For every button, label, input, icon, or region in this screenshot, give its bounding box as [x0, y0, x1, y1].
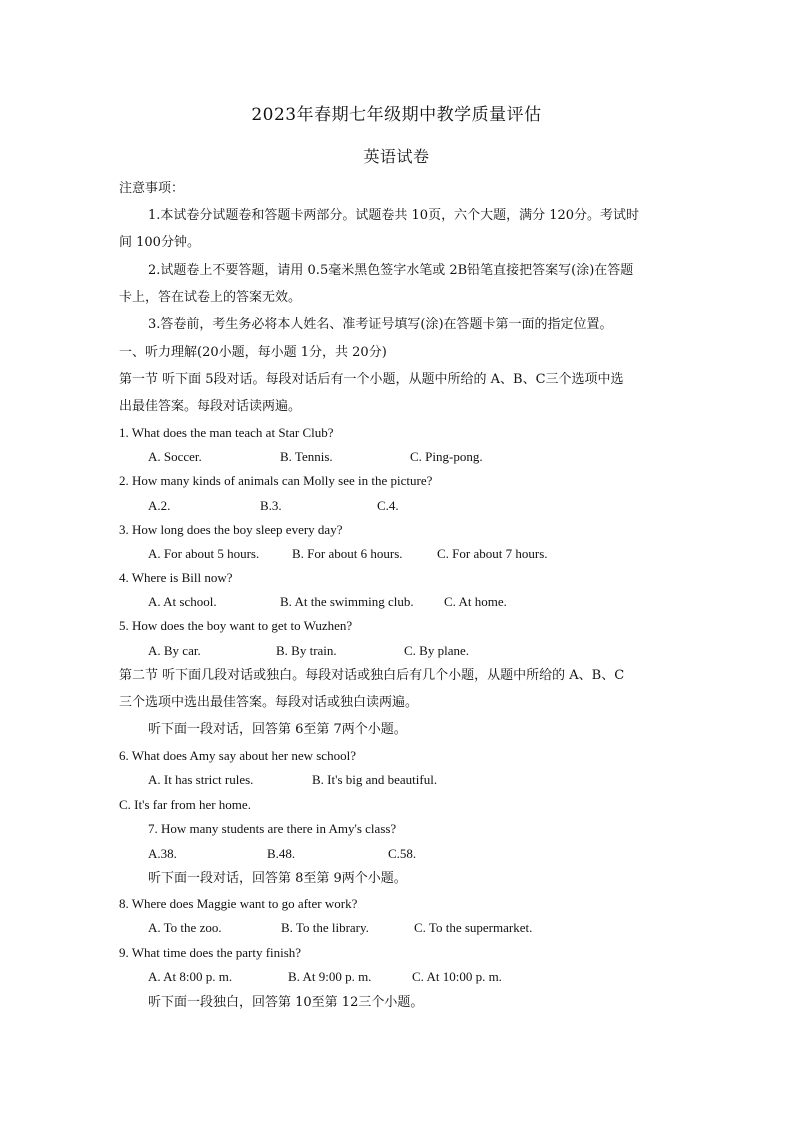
question-4-option-c: C. At home. — [444, 594, 507, 609]
question-3: 3. How long does the boy sleep every day? — [119, 522, 343, 537]
question-7-option-c: C.58. — [388, 846, 417, 861]
instruction-q10-q12: 听下面一段独白，回答第 10至第 12三个小题。 — [148, 995, 424, 1010]
question-2-option-a: A.2. — [148, 498, 171, 513]
question-8-option-c: C. To the supermarket. — [414, 920, 533, 935]
question-5-option-c: C. By plane. — [404, 643, 469, 658]
question-9-option-b: B. At 9:00 p. m. — [288, 969, 372, 984]
part1-heading: 一、听力理解(20小题，每小题 1分，共 20分) — [119, 345, 387, 360]
question-7: 7. How many students are there in Amy's class? — [148, 821, 397, 836]
question-6-option-b: B. It's big and beautiful. — [312, 772, 438, 787]
question-6-option-c: C. It's far from her home. — [119, 797, 251, 812]
question-5-option-b: B. By train. — [276, 643, 337, 658]
question-8-option-a: A. To the zoo. — [148, 920, 222, 935]
question-7-option-a: A.38. — [148, 846, 177, 861]
instruction-q6-q7: 听下面一段对话，回答第 6至第 7两个小题。 — [148, 722, 407, 737]
question-1-option-a: A. Soccer. — [148, 449, 202, 464]
question-4-option-a: A. At school. — [148, 594, 217, 609]
question-5-option-a: A. By car. — [148, 643, 201, 658]
question-8: 8. Where does Maggie want to go after work? — [119, 896, 358, 911]
section2-line-1: 第二节 听下面几段对话或独白。每段对话或独白后有几个小题，从题中所给的 A、B、C — [119, 668, 625, 683]
question-9: 9. What time does the party finish? — [119, 945, 302, 960]
notice-label: 注意事项： — [119, 181, 185, 196]
exam-subtitle: 英语试卷 — [363, 147, 430, 166]
notice-item-2-line-2: 卡上，答在试卷上的答案无效。 — [119, 290, 302, 305]
question-5: 5. How does the boy want to get to Wuzhen? — [119, 618, 353, 633]
exam-title: 2023年春期七年级期中教学质量评估 — [251, 105, 542, 125]
question-1: 1. What does the man teach at Star Club? — [119, 425, 334, 440]
notice-item-2-line-1: 2.试题卷上不要答题，请用 0.5毫米黑色签字水笔或 2B铅笔直接把答案写(涂)在答题 — [148, 263, 634, 278]
question-6: 6. What does Amy say about her new school? — [119, 748, 356, 763]
question-1-option-c: C. Ping-pong. — [410, 449, 483, 464]
section2-line-2: 三个选项中选出最佳答案。每段对话或独白读两遍。 — [119, 695, 419, 710]
question-1-option-b: B. Tennis. — [280, 449, 333, 464]
question-9-option-c: C. At 10:00 p. m. — [412, 969, 502, 984]
section1-line-1: 第一节 听下面 5段对话。每段对话后有一个小题，从题中所给的 A、B、C三个选项中选 — [119, 372, 624, 387]
question-3-option-b: B. For about 6 hours. — [292, 546, 403, 561]
instruction-q8-q9: 听下面一段对话，回答第 8至第 9两个小题。 — [148, 871, 407, 886]
question-7-option-b: B.48. — [267, 846, 296, 861]
question-4: 4. Where is Bill now? — [119, 570, 233, 585]
question-4-option-b: B. At the swimming club. — [280, 594, 414, 609]
notice-item-1-line-1: 1.本试卷分试题卷和答题卡两部分。试题卷共 10页，六个大题，满分 120分。考试时 — [148, 208, 640, 223]
question-2: 2. How many kinds of animals can Molly see in the picture? — [119, 473, 433, 488]
question-8-option-b: B. To the library. — [281, 920, 369, 935]
question-6-option-a: A. It has strict rules. — [148, 772, 254, 787]
question-3-option-c: C. For about 7 hours. — [437, 546, 548, 561]
section1-line-2: 出最佳答案。每段对话读两遍。 — [119, 399, 302, 414]
question-2-option-b: B.3. — [260, 498, 282, 513]
notice-item-3: 3.答卷前，考生务必将本人姓名、准考证号填写(涂)在答题卡第一面的指定位置。 — [148, 317, 613, 332]
notice-item-1-line-2: 间 100分钟。 — [119, 235, 200, 250]
question-3-option-a: A. For about 5 hours. — [148, 546, 260, 561]
question-2-option-c: C.4. — [377, 498, 399, 513]
question-9-option-a: A. At 8:00 p. m. — [148, 969, 233, 984]
